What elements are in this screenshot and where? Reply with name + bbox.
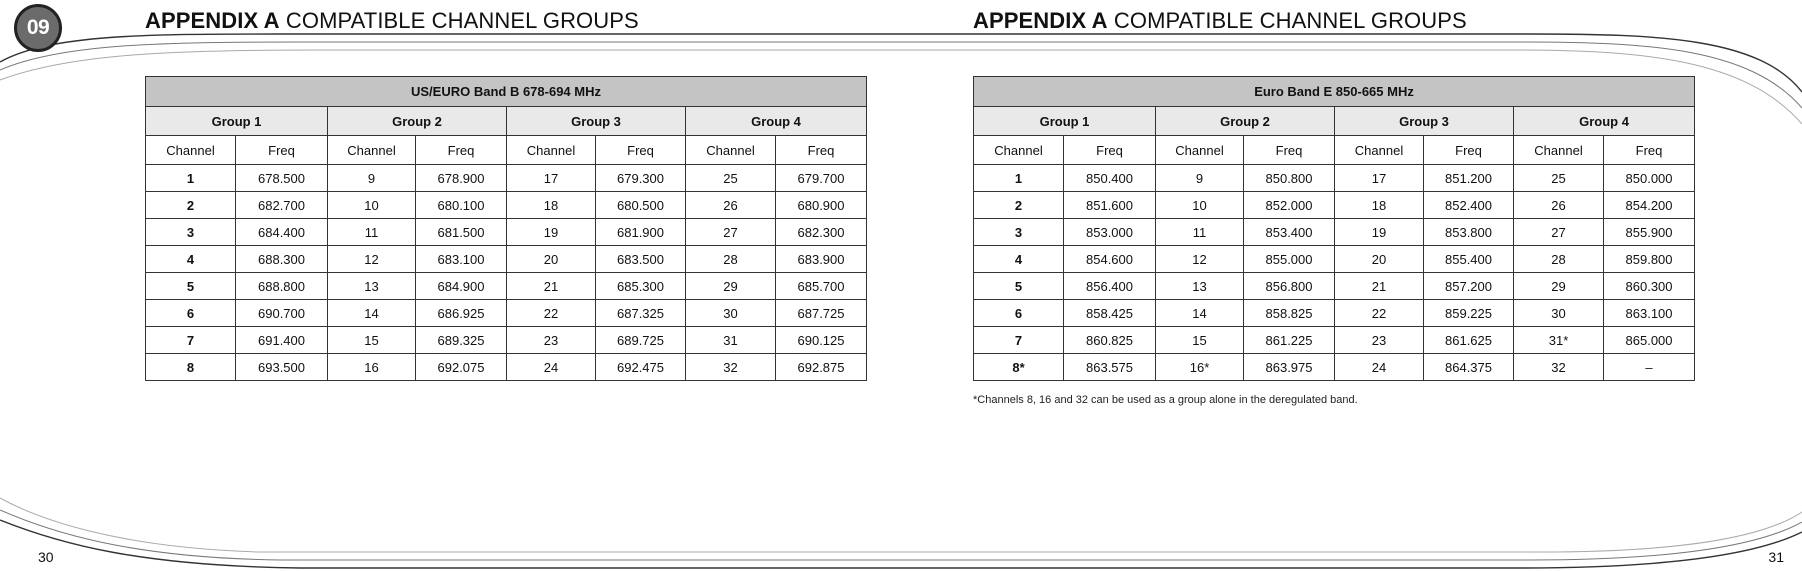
freq-cell: 852.000 xyxy=(1244,192,1335,219)
table-row xyxy=(146,354,867,381)
group-header: Group 1 xyxy=(146,107,328,136)
freq-column-header: Freq xyxy=(596,136,686,165)
channel-cell: 27 xyxy=(1514,219,1604,246)
group-header-row xyxy=(146,107,867,136)
freq-cell: 850.000 xyxy=(1604,165,1695,192)
freq-cell: 859.800 xyxy=(1604,246,1695,273)
channel-cell: 32 xyxy=(1514,354,1604,381)
channel-table-band-e xyxy=(973,76,1695,381)
channel-cell: 29 xyxy=(1514,273,1604,300)
footnote: *Channels 8, 16 and 32 can be used as a group alone in the deregulated band. xyxy=(973,394,1358,406)
channel-cell: 4 xyxy=(146,246,236,273)
freq-column-header: Freq xyxy=(1064,136,1156,165)
channel-cell: 22 xyxy=(1335,300,1424,327)
freq-cell: 683.900 xyxy=(776,246,867,273)
page-title xyxy=(145,8,639,34)
freq-cell: 865.000 xyxy=(1604,327,1695,354)
group-header: Group 2 xyxy=(1156,107,1335,136)
channel-cell: 2 xyxy=(974,192,1064,219)
table-row xyxy=(974,219,1695,246)
channel-cell: 7 xyxy=(974,327,1064,354)
channel-cell: 23 xyxy=(507,327,596,354)
freq-cell: 692.075 xyxy=(416,354,507,381)
channel-cell: 21 xyxy=(1335,273,1424,300)
freq-cell: 690.125 xyxy=(776,327,867,354)
freq-cell: 679.700 xyxy=(776,165,867,192)
freq-cell: 863.975 xyxy=(1244,354,1335,381)
table-row xyxy=(974,300,1695,327)
freq-cell: – xyxy=(1604,354,1695,381)
title-rest: COMPATIBLE CHANNEL GROUPS xyxy=(285,8,639,33)
channel-cell: 15 xyxy=(328,327,416,354)
freq-cell: 856.400 xyxy=(1064,273,1156,300)
channel-cell: 26 xyxy=(1514,192,1604,219)
freq-cell: 683.500 xyxy=(596,246,686,273)
channel-cell: 17 xyxy=(1335,165,1424,192)
channel-cell: 16* xyxy=(1156,354,1244,381)
group-header: Group 2 xyxy=(328,107,507,136)
freq-cell: 855.400 xyxy=(1424,246,1514,273)
freq-cell: 682.300 xyxy=(776,219,867,246)
freq-cell: 680.900 xyxy=(776,192,867,219)
freq-cell: 864.375 xyxy=(1424,354,1514,381)
freq-cell: 851.200 xyxy=(1424,165,1514,192)
freq-cell: 858.425 xyxy=(1064,300,1156,327)
freq-cell: 682.700 xyxy=(236,192,328,219)
group-header-row xyxy=(974,107,1695,136)
channel-column-header: Channel xyxy=(686,136,776,165)
channel-column-header: Channel xyxy=(1156,136,1244,165)
freq-cell: 687.325 xyxy=(596,300,686,327)
channel-cell: 19 xyxy=(1335,219,1424,246)
freq-cell: 690.700 xyxy=(236,300,328,327)
freq-cell: 689.325 xyxy=(416,327,507,354)
channel-cell: 29 xyxy=(686,273,776,300)
channel-cell: 22 xyxy=(507,300,596,327)
page-number: 31 xyxy=(1768,549,1784,565)
channel-cell: 28 xyxy=(1514,246,1604,273)
channel-cell: 6 xyxy=(974,300,1064,327)
freq-cell: 851.600 xyxy=(1064,192,1156,219)
channel-cell: 13 xyxy=(328,273,416,300)
channel-cell: 21 xyxy=(507,273,596,300)
freq-cell: 853.800 xyxy=(1424,219,1514,246)
freq-cell: 859.225 xyxy=(1424,300,1514,327)
freq-cell: 680.100 xyxy=(416,192,507,219)
freq-cell: 685.700 xyxy=(776,273,867,300)
channel-cell: 32 xyxy=(686,354,776,381)
channel-cell: 11 xyxy=(328,219,416,246)
channel-cell: 25 xyxy=(686,165,776,192)
title-rest: COMPATIBLE CHANNEL GROUPS xyxy=(1113,8,1467,33)
channel-cell: 19 xyxy=(507,219,596,246)
freq-cell: 863.575 xyxy=(1064,354,1156,381)
channel-cell: 3 xyxy=(974,219,1064,246)
channel-cell: 30 xyxy=(1514,300,1604,327)
channel-cell: 24 xyxy=(507,354,596,381)
freq-cell: 861.625 xyxy=(1424,327,1514,354)
channel-table-band-b xyxy=(145,76,867,381)
channel-cell: 18 xyxy=(1335,192,1424,219)
channel-cell: 12 xyxy=(328,246,416,273)
channel-cell: 12 xyxy=(1156,246,1244,273)
freq-column-header: Freq xyxy=(1604,136,1695,165)
channel-cell: 28 xyxy=(686,246,776,273)
table-row xyxy=(146,246,867,273)
channel-cell: 15 xyxy=(1156,327,1244,354)
channel-cell: 8 xyxy=(146,354,236,381)
freq-cell: 687.725 xyxy=(776,300,867,327)
channel-cell: 4 xyxy=(974,246,1064,273)
channel-column-header: Channel xyxy=(507,136,596,165)
freq-column-header: Freq xyxy=(416,136,507,165)
channel-cell: 24 xyxy=(1335,354,1424,381)
freq-cell: 691.400 xyxy=(236,327,328,354)
channel-cell: 6 xyxy=(146,300,236,327)
channel-cell: 11 xyxy=(1156,219,1244,246)
chapter-badge: 09 xyxy=(14,4,62,52)
channel-cell: 7 xyxy=(146,327,236,354)
channel-cell: 10 xyxy=(1156,192,1244,219)
channel-column-header: Channel xyxy=(974,136,1064,165)
freq-cell: 857.200 xyxy=(1424,273,1514,300)
channel-column-header: Channel xyxy=(1514,136,1604,165)
column-header-row xyxy=(974,136,1695,165)
channel-cell: 5 xyxy=(146,273,236,300)
freq-column-header: Freq xyxy=(1244,136,1335,165)
table-row xyxy=(146,327,867,354)
table-row xyxy=(974,354,1695,381)
group-header: Group 4 xyxy=(1514,107,1695,136)
freq-column-header: Freq xyxy=(236,136,328,165)
channel-cell: 14 xyxy=(1156,300,1244,327)
freq-cell: 686.925 xyxy=(416,300,507,327)
freq-cell: 850.800 xyxy=(1244,165,1335,192)
title-bold: APPENDIX A xyxy=(973,8,1108,33)
channel-cell: 5 xyxy=(974,273,1064,300)
freq-cell: 853.000 xyxy=(1064,219,1156,246)
freq-cell: 684.900 xyxy=(416,273,507,300)
right-page xyxy=(901,0,1802,571)
band-header: US/EURO Band B 678-694 MHz xyxy=(146,77,867,107)
channel-cell: 14 xyxy=(328,300,416,327)
table-row xyxy=(146,165,867,192)
table-row xyxy=(974,246,1695,273)
table-row xyxy=(974,165,1695,192)
freq-cell: 854.200 xyxy=(1604,192,1695,219)
freq-cell: 681.500 xyxy=(416,219,507,246)
freq-column-header: Freq xyxy=(776,136,867,165)
channel-cell: 3 xyxy=(146,219,236,246)
freq-cell: 852.400 xyxy=(1424,192,1514,219)
channel-cell: 2 xyxy=(146,192,236,219)
channel-cell: 18 xyxy=(507,192,596,219)
channel-cell: 30 xyxy=(686,300,776,327)
freq-cell: 861.225 xyxy=(1244,327,1335,354)
channel-cell: 27 xyxy=(686,219,776,246)
table-row xyxy=(974,192,1695,219)
channel-column-header: Channel xyxy=(328,136,416,165)
freq-cell: 683.100 xyxy=(416,246,507,273)
freq-cell: 680.500 xyxy=(596,192,686,219)
freq-cell: 693.500 xyxy=(236,354,328,381)
freq-cell: 858.825 xyxy=(1244,300,1335,327)
freq-cell: 855.900 xyxy=(1604,219,1695,246)
channel-cell: 10 xyxy=(328,192,416,219)
freq-cell: 850.400 xyxy=(1064,165,1156,192)
freq-cell: 692.475 xyxy=(596,354,686,381)
freq-cell: 860.300 xyxy=(1604,273,1695,300)
channel-cell: 13 xyxy=(1156,273,1244,300)
channel-cell: 25 xyxy=(1514,165,1604,192)
freq-cell: 854.600 xyxy=(1064,246,1156,273)
freq-cell: 679.300 xyxy=(596,165,686,192)
table-row xyxy=(146,219,867,246)
channel-cell: 26 xyxy=(686,192,776,219)
freq-cell: 688.300 xyxy=(236,246,328,273)
band-header: Euro Band E 850-665 MHz xyxy=(974,77,1695,107)
channel-cell: 20 xyxy=(1335,246,1424,273)
channel-cell: 16 xyxy=(328,354,416,381)
table-row xyxy=(974,273,1695,300)
channel-column-header: Channel xyxy=(1335,136,1424,165)
freq-cell: 853.400 xyxy=(1244,219,1335,246)
freq-cell: 688.800 xyxy=(236,273,328,300)
freq-cell: 860.825 xyxy=(1064,327,1156,354)
table-row xyxy=(146,273,867,300)
title-bold: APPENDIX A xyxy=(145,8,280,33)
channel-column-header: Channel xyxy=(146,136,236,165)
freq-column-header: Freq xyxy=(1424,136,1514,165)
channel-cell: 31 xyxy=(686,327,776,354)
channel-cell: 9 xyxy=(1156,165,1244,192)
channel-cell: 9 xyxy=(328,165,416,192)
freq-cell: 678.900 xyxy=(416,165,507,192)
freq-cell: 689.725 xyxy=(596,327,686,354)
freq-cell: 684.400 xyxy=(236,219,328,246)
freq-cell: 855.000 xyxy=(1244,246,1335,273)
channel-cell: 8* xyxy=(974,354,1064,381)
column-header-row xyxy=(146,136,867,165)
table-row xyxy=(146,192,867,219)
freq-cell: 681.900 xyxy=(596,219,686,246)
freq-cell: 692.875 xyxy=(776,354,867,381)
page-number: 30 xyxy=(38,549,54,565)
freq-cell: 678.500 xyxy=(236,165,328,192)
page-title xyxy=(973,8,1467,34)
channel-cell: 31* xyxy=(1514,327,1604,354)
table-row xyxy=(146,300,867,327)
group-header: Group 1 xyxy=(974,107,1156,136)
freq-cell: 856.800 xyxy=(1244,273,1335,300)
channel-cell: 20 xyxy=(507,246,596,273)
channel-cell: 1 xyxy=(146,165,236,192)
channel-cell: 1 xyxy=(974,165,1064,192)
channel-cell: 23 xyxy=(1335,327,1424,354)
group-header: Group 4 xyxy=(686,107,867,136)
group-header: Group 3 xyxy=(1335,107,1514,136)
channel-cell: 17 xyxy=(507,165,596,192)
freq-cell: 863.100 xyxy=(1604,300,1695,327)
table-row xyxy=(974,327,1695,354)
freq-cell: 685.300 xyxy=(596,273,686,300)
group-header: Group 3 xyxy=(507,107,686,136)
